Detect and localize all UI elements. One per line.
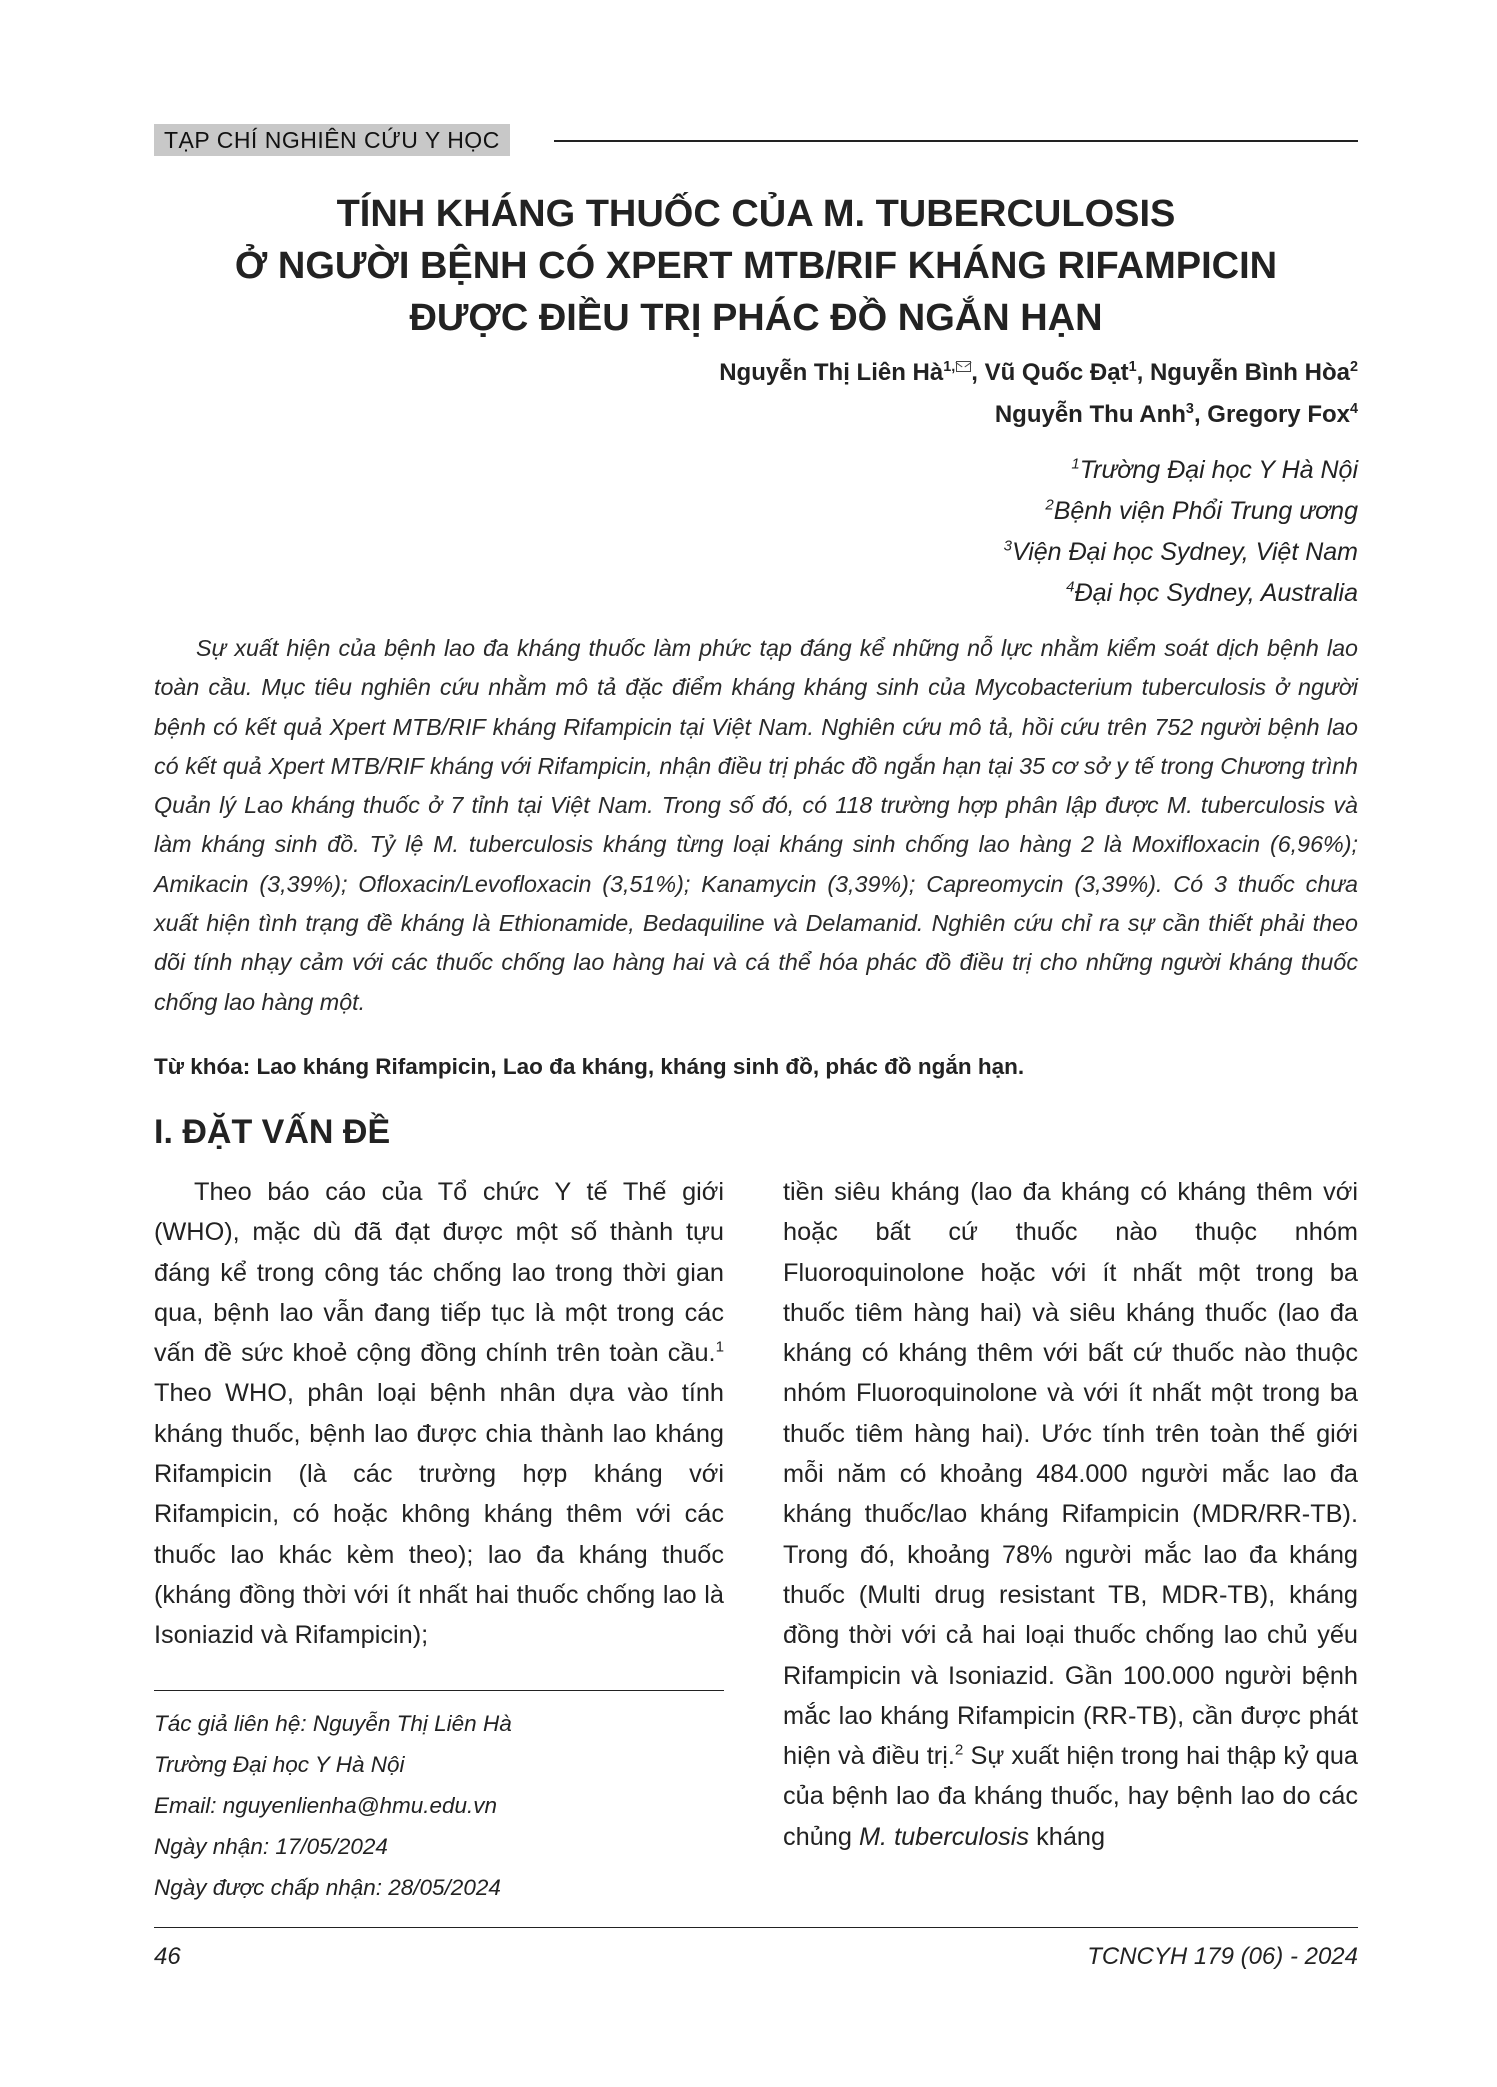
- author-name: Nguyễn Bình Hòa: [1149, 359, 1350, 386]
- accepted-date: Ngày được chấp nhận: 28/05/2024: [154, 1875, 501, 1900]
- author-line-2: [719, 394, 1358, 436]
- author-affiliation-ref: 3: [1185, 401, 1194, 417]
- affiliation-item: [1004, 532, 1358, 573]
- citation-ref: 1: [715, 1338, 724, 1356]
- affiliation-number: 1: [1071, 455, 1080, 473]
- body-text: tiền siêu kháng (lao đa kháng có kháng thêm với hoặc bất cứ thuốc nào thuộc nhóm Fluoroquinolone hoặc với ít nhất một trong ba thuốc tiêm hàng hai) và siêu kháng thuốc (lao đa kháng có kháng thêm với bất cứ thuốc nào thuộc nhóm Fluoroquinolone và với ít nhất một trong ba thuốc tiêm hàng hai). Ước tính trên toàn thế giới mỗi năm có khoảng 484.000 người mắc lao đa kháng thuốc/lao kháng Rifampicin (MDR/RR-TB). Trong đó, khoảng 78% người mắc lao đa kháng thuốc (Multi drug resistant TB, MDR-TB), kháng đồng thời với cả hai loại thuốc chống lao chủ yếu Rifampicin và Isoniazid. Gần 100.000 người bệnh mắc lao kháng Rifampicin (RR-TB), cần được phát hiện và điều trị.: [783, 1178, 1358, 1771]
- author-separator: ,: [1136, 359, 1150, 386]
- author-affiliation-ref: 1: [1128, 359, 1137, 375]
- affiliation-text: Trường Đại học Y Hà Nội: [1079, 456, 1358, 484]
- citation-ref: 2: [954, 1741, 964, 1759]
- author-affiliation-ref: 4: [1349, 401, 1358, 417]
- affiliation-number: 2: [1045, 496, 1054, 514]
- journal-header: [154, 124, 1358, 156]
- received-date: Ngày nhận: 17/05/2024: [154, 1834, 388, 1859]
- title-line-1: TÍNH KHÁNG THUỐC CỦA M. TUBERCULOSIS: [336, 193, 1176, 235]
- body-text: Theo WHO, phân loại bệnh nhân dựa vào tính kháng thuốc, bệnh lao được chia thành lao kháng Rifampicin (là các trường hợp kháng với Rifampicin, có hoặc không kháng thêm với các thuốc lao khác kèm theo); lao đa kháng thuốc (kháng đồng thời với ít nhất hai thuốc chống lao là Isoniazid và Rifampicin);: [154, 1379, 724, 1650]
- keywords-label: Từ khóa:: [154, 1054, 257, 1079]
- article-title: [154, 188, 1358, 344]
- body-right-column: [783, 1172, 1358, 1857]
- affiliation-item: [1004, 491, 1358, 532]
- author-name: Vũ Quốc Đạt: [984, 359, 1129, 386]
- author-list: [719, 352, 1358, 436]
- author-name: Nguyễn Thu Anh: [994, 401, 1186, 428]
- keywords-text: Lao kháng Rifampicin, Lao đa kháng, kháng sinh đồ, phác đồ ngắn hạn.: [256, 1054, 1025, 1079]
- section-heading: I. ĐẶT VẤN ĐỀ: [154, 1113, 391, 1151]
- page-number: 46: [154, 1943, 181, 1970]
- contact-email: Email: nguyenlienha@hmu.edu.vn: [154, 1793, 498, 1818]
- body-text: kháng: [1029, 1822, 1106, 1851]
- footnote-rule: [154, 1690, 724, 1691]
- footer-rule: [154, 1927, 1358, 1928]
- journal-issue: TCNCYH 179 (06) - 2024: [1087, 1943, 1358, 1970]
- author-line-1: [719, 352, 1358, 394]
- author-separator: ,: [971, 359, 985, 386]
- affiliation-list: [1004, 450, 1358, 614]
- contact-institution: Trường Đại học Y Hà Nội: [154, 1752, 405, 1777]
- body-left-column: [154, 1172, 724, 1656]
- author-affiliation-ref: 2: [1349, 359, 1358, 375]
- affiliation-item: [1004, 573, 1358, 614]
- affiliation-number: 3: [1003, 537, 1012, 555]
- affiliation-text: Bệnh viện Phổi Trung ương: [1053, 497, 1358, 525]
- species-name: M. tuberculosis: [858, 1822, 1030, 1851]
- abstract: Sự xuất hiện của bệnh lao đa kháng thuốc làm phức tạp đáng kể những nỗ lực nhằm kiểm soát dịch bệnh lao toàn cầu. Mục tiêu nghiên cứu nhằm mô tả đặc điểm kháng kháng sinh của Mycobacterium tuberculosis ở người bệnh có kết quả Xpert MTB/RIF kháng Rifampicin tại Việt Nam. Nghiên cứu mô tả, hồi cứu trên 752 người bệnh lao có kết quả Xpert MTB/RIF kháng với Rifampicin, nhận điều trị phác đồ ngắn hạn tại 35 cơ sở y tế trong Chương trình Quản lý Lao kháng thuốc ở 7 tỉnh tại Việt Nam. Trong số đó, có 118 trường hợp phân lập được M. tuberculosis và làm kháng sinh đồ. Tỷ lệ M. tuberculosis kháng từng loại kháng sinh chống lao hàng 2 là Moxifloxacin (6,96%); Amikacin (3,39%); Ofloxacin/Levofloxacin (3,51%); Kanamycin (3,39%); Capreomycin (3,39%). Có 3 thuốc chưa xuất hiện tình trạng đề kháng là Ethionamide, Bedaquiline và Delamanid. Nghiên cứu chỉ ra sự cần thiết phải theo dõi tính nhạy cảm với các thuốc chống lao hàng hai và cá thể hóa phác đồ điều trị cho những người kháng thuốc chống lao hàng một.: [154, 635, 1358, 1015]
- author-name: Nguyễn Thị Liên Hà: [719, 359, 944, 386]
- author-name: Gregory Fox: [1207, 401, 1350, 428]
- envelope-icon: [956, 361, 971, 372]
- header-rule: [554, 140, 1358, 142]
- title-line-3: ĐƯỢC ĐIỀU TRỊ PHÁC ĐỒ NGẮN HẠN: [409, 297, 1103, 339]
- affiliation-text: Đại học Sydney, Australia: [1074, 579, 1358, 607]
- affiliation-number: 4: [1066, 578, 1075, 596]
- contact-author: Tác giả liên hệ: Nguyễn Thị Liên Hà: [154, 1711, 512, 1736]
- affiliation-item: [1004, 450, 1358, 491]
- correspondence-footnote: [154, 1703, 724, 1908]
- body-text: Theo báo cáo của Tổ chức Y tế Thế giới (WHO), mặc dù đã đạt được một số thành tựu đáng kể trong công tác chống lao trong thời gian qua, bệnh lao vẫn đang tiếp tục là một trong các vấn đề sức khoẻ cộng đồng chính trên toàn cầu.: [154, 1178, 724, 1368]
- keywords: [154, 1050, 1358, 1084]
- author-affiliation-ref: 1,: [943, 359, 956, 375]
- affiliation-text: Viện Đại học Sydney, Việt Nam: [1011, 538, 1358, 566]
- title-line-2: Ở NGƯỜI BỆNH CÓ XPERT MTB/RIF KHÁNG RIFAMPICIN: [234, 245, 1278, 287]
- journal-name: TẠP CHÍ NGHIÊN CỨU Y HỌC: [154, 124, 510, 156]
- author-separator: ,: [1193, 401, 1208, 428]
- body-text: Sự xuất hiện trong hai thập kỷ qua của bệnh lao đa kháng thuốc, hay bệnh lao do các chủng: [783, 1742, 1358, 1851]
